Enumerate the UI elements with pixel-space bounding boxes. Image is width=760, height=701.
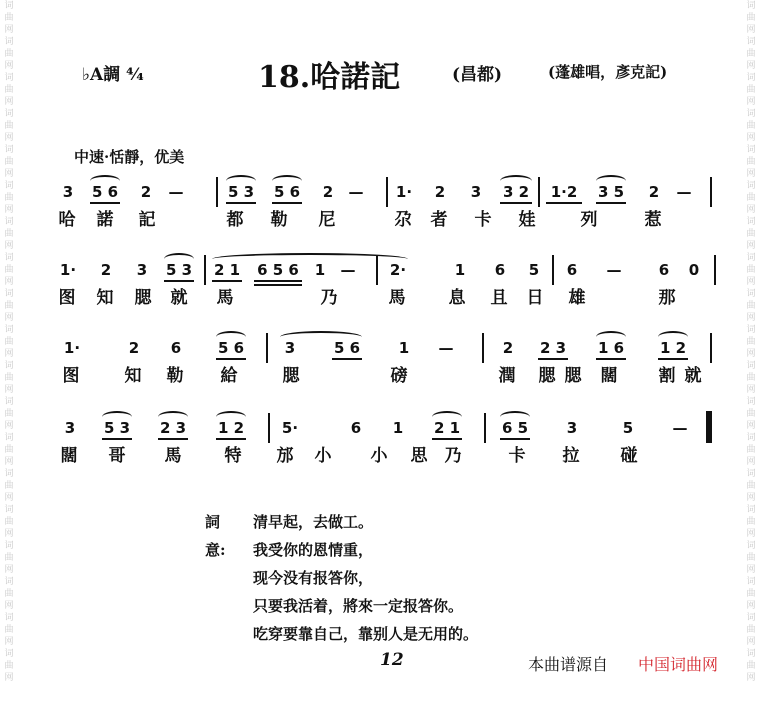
watermark-glyph: 词 [746,613,756,623]
watermark-glyph: 曲 [4,625,14,635]
watermark-glyph: 词 [746,469,756,479]
note: 2 [140,183,152,201]
beam [272,202,302,204]
note: 5 [622,419,634,437]
slur [500,175,532,187]
watermark-glyph: 曲 [4,265,14,275]
watermark-glyph: 曲 [746,373,756,383]
watermark-glyph: 词 [4,505,14,515]
watermark-glyph: 词 [746,325,756,335]
watermark-glyph: 曲 [746,589,756,599]
meaning-line: 吃穿要靠自己，靠别人是无用的。 [253,625,479,643]
watermark-glyph: 网 [746,673,756,683]
note: 2 3 [159,419,187,437]
note: 5 6 [273,183,301,201]
beam [254,280,302,282]
note: 2 [322,183,334,201]
watermark-glyph: 词 [4,469,14,479]
note: 2 [502,339,514,357]
note: 6 [350,419,362,437]
slur [102,411,132,423]
song-credit: (蓬雄唱，彥克記) [548,63,668,81]
note: 1 6 [597,339,625,357]
beam [226,202,256,204]
lyric-syllable: 图 [58,288,76,308]
meaning-line: 只要我活着，將來一定报答你。 [253,597,464,615]
watermark-glyph: 网 [746,421,756,431]
watermark-glyph: 网 [746,97,756,107]
watermark-glyph: 曲 [746,445,756,455]
watermark-glyph: 网 [746,61,756,71]
lyric-syllable: 馬 [388,288,406,308]
watermark-glyph: 网 [746,529,756,539]
lyric-syllable: 特 [224,446,242,466]
note: 2 [434,183,446,201]
lyric-syllable: 腮 [134,288,152,308]
beam [500,202,532,204]
lyrics-row [58,287,718,311]
watermark-glyph: 词 [4,613,14,623]
lyric-syllable: 知 [96,288,114,308]
note: 1· [395,183,413,201]
note: 3 [62,183,74,201]
meaning-line: 我受你的恩情重， [253,541,374,559]
lyric-syllable: 拉 [562,446,580,466]
note: — [340,261,356,279]
note: — [438,339,454,357]
watermark-glyph: 网 [746,493,756,503]
lyric-syllable: 腮 [282,366,300,386]
slur [596,175,626,187]
watermark-glyph: 词 [4,361,14,371]
lyric-syllable: 碰 [620,446,638,466]
notes-row [58,181,718,205]
watermark-glyph: 词 [4,217,14,227]
note: 2 [128,339,140,357]
note: 1 2 [217,419,245,437]
beam [332,358,362,360]
watermark-glyph: 曲 [4,13,14,23]
lyric-syllable: 給 [220,366,238,386]
note: — [606,261,622,279]
note: 6 [658,261,670,279]
note: 6 [566,261,578,279]
watermark-glyph: 网 [4,565,14,575]
watermark-glyph: 网 [746,133,756,143]
watermark-glyph: 曲 [4,121,14,131]
slur [164,253,194,265]
note: 0 [688,261,700,279]
slur [280,331,362,343]
barline [268,413,270,443]
lyrics-row [58,209,718,233]
note: 5 [528,261,540,279]
lyric-syllable: 乃 [320,288,338,308]
lyric-syllable: 勒 [166,366,184,386]
watermark-glyph: 网 [4,421,14,431]
final-barline [706,411,712,443]
notes-row [58,337,718,361]
watermark-glyph: 词 [4,37,14,47]
watermark-glyph: 网 [746,25,756,35]
barline [266,333,268,363]
lyrics-row [58,365,718,389]
note: 2· [389,261,407,279]
watermark-glyph: 网 [746,277,756,287]
key-signature: ♭A調 ⁴⁄₄ [82,65,144,85]
lyric-syllable: 且 [490,288,508,308]
note: 6 [494,261,506,279]
watermark-glyph: 网 [746,313,756,323]
lyric-syllable: 腮 [538,366,556,386]
watermark-glyph: 曲 [746,481,756,491]
beam [216,358,246,360]
score-header [0,58,760,95]
note: 5 6 [333,339,361,357]
note: 2 [648,183,660,201]
watermark-glyph: 词 [746,145,756,155]
lyric-syllable: 哈 [58,210,76,230]
watermark-glyph: 网 [4,601,14,611]
watermark-glyph: 网 [4,529,14,539]
note: 1·2 [550,183,578,201]
lyric-syllable: 就 [684,366,702,386]
note: 5 6 [91,183,119,201]
slur [226,175,256,187]
watermark-glyph: 曲 [746,337,756,347]
note: 5· [281,419,299,437]
slur [158,411,188,423]
watermark-glyph: 曲 [4,373,14,383]
watermark-glyph: 词 [746,253,756,263]
slur [212,253,408,265]
watermark-glyph: 网 [746,205,756,215]
lyric-syllable: 潤 [498,366,516,386]
watermark-glyph: 曲 [4,229,14,239]
watermark-glyph: 词 [746,433,756,443]
lyric-syllable: 闊 [60,446,78,466]
note: 3 5 [597,183,625,201]
watermark-glyph: 曲 [746,229,756,239]
note: — [676,183,692,201]
page-number: 12 [380,650,404,670]
barline [538,177,540,207]
watermark-glyph: 网 [746,241,756,251]
note: 3 [566,419,578,437]
watermark-glyph: 词 [746,649,756,659]
watermark-glyph: 曲 [746,625,756,635]
slur [272,175,302,187]
lyric-syllable: 馬 [164,446,182,466]
watermark-glyph: 词 [746,73,756,83]
note: 2 1 [433,419,461,437]
barline [216,177,218,207]
beam [90,202,120,204]
slur [658,331,688,343]
lyric-syllable: 磅 [390,366,408,386]
note: 3 2 [502,183,530,201]
watermark-glyph: 网 [746,169,756,179]
barline [482,333,484,363]
watermark-glyph: 网 [4,61,14,71]
watermark-glyph: 网 [4,637,14,647]
lyric-syllable: 卡 [508,446,526,466]
beam [500,438,530,440]
watermark-glyph: 曲 [746,85,756,95]
watermark-left [2,0,16,684]
slur [216,411,246,423]
watermark-glyph: 词 [4,577,14,587]
notes-row [58,259,718,283]
beam [158,438,188,440]
barline [386,177,388,207]
lyric-syllable: 娃 [518,210,536,230]
watermark-right [744,0,758,684]
watermark-glyph: 曲 [4,589,14,599]
watermark-glyph: 词 [746,1,756,11]
lyric-syllable: 小 [370,446,388,466]
barline [710,333,712,363]
lyric-syllable: 馬 [216,288,234,308]
watermark-glyph: 词 [4,109,14,119]
watermark-glyph: 曲 [746,13,756,23]
watermark-glyph: 曲 [4,409,14,419]
note: — [168,183,184,201]
beam [212,280,242,282]
watermark-glyph: 曲 [746,553,756,563]
meaning-lines [253,508,583,648]
lyric-syllable: 者 [430,210,448,230]
note: 2 3 [539,339,567,357]
watermark-glyph: 曲 [4,49,14,59]
lyrics-row [58,445,718,469]
watermark-glyph: 词 [4,253,14,263]
beam [164,280,194,282]
note: 1 [398,339,410,357]
watermark-glyph: 曲 [746,265,756,275]
watermark-glyph: 曲 [746,49,756,59]
lyric-syllable: 图 [62,366,80,386]
watermark-glyph: 曲 [4,301,14,311]
lyric-syllable: 邡 [276,446,294,466]
note: 1 [314,261,326,279]
note: 1 [392,419,404,437]
watermark-glyph: 网 [4,673,14,683]
note: 1 2 [659,339,687,357]
watermark-glyph: 网 [4,25,14,35]
note: 3 [136,261,148,279]
meaning-line: 清早起，去做工。 [253,513,374,531]
beam [102,438,132,440]
watermark-glyph: 网 [4,457,14,467]
note: 5 3 [227,183,255,201]
slur [216,331,246,343]
slur [90,175,120,187]
watermark-glyph: 曲 [746,121,756,131]
watermark-glyph: 曲 [746,193,756,203]
watermark-glyph: 网 [746,385,756,395]
watermark-glyph: 词 [4,397,14,407]
watermark-glyph: 网 [4,205,14,215]
watermark-glyph: 曲 [4,85,14,95]
beam [546,202,582,204]
lyric-syllable: 闊 [600,366,618,386]
note: 6 5 6 [257,261,299,279]
site-name-link[interactable]: 中国词曲网 [638,655,719,674]
lyric-syllable: 腮 [564,366,582,386]
lyric-syllable: 割 [658,366,676,386]
watermark-glyph: 网 [4,313,14,323]
note: 6 [170,339,182,357]
slur [500,411,530,423]
barline [714,255,716,285]
source-label: 本曲谱源自 [528,655,609,674]
note: 5 3 [103,419,131,437]
watermark-glyph: 网 [746,637,756,647]
watermark-glyph: 曲 [746,301,756,311]
staff-line-3 [58,337,718,389]
lyric-syllable: 諾 [96,210,114,230]
beam [254,284,302,286]
lyric-syllable: 惹 [644,210,662,230]
staff-line-2 [58,259,718,311]
watermark-glyph: 网 [746,565,756,575]
notes-row [58,417,718,441]
note: 1· [59,261,77,279]
watermark-glyph: 词 [746,505,756,515]
lyric-syllable: 都 [226,210,244,230]
beam [596,202,626,204]
watermark-glyph: 曲 [4,661,14,671]
lyric-syllable: 思 [410,446,428,466]
watermark-glyph: 曲 [4,481,14,491]
note: 2 1 [213,261,241,279]
watermark-glyph: 曲 [4,157,14,167]
watermark-glyph: 词 [4,433,14,443]
watermark-glyph: 网 [4,241,14,251]
note: 5 6 [217,339,245,357]
watermark-glyph: 曲 [746,517,756,527]
watermark-glyph: 词 [746,37,756,47]
song-region: (昌都) [452,65,503,85]
watermark-glyph: 网 [4,169,14,179]
watermark-glyph: 曲 [746,157,756,167]
watermark-glyph: 词 [746,577,756,587]
watermark-glyph: 网 [4,385,14,395]
watermark-glyph: 网 [746,601,756,611]
watermark-glyph: 曲 [4,553,14,563]
beam [432,438,462,440]
meaning-label: 詞意: [205,513,226,559]
lyric-syllable: 尼 [318,210,336,230]
beam [596,358,626,360]
lyric-syllable: 尕 [394,210,412,230]
watermark-glyph: 词 [4,73,14,83]
lyric-syllable: 哥 [108,446,126,466]
lyric-syllable: 卡 [474,210,492,230]
lyric-syllable: 記 [138,210,156,230]
watermark-glyph: 曲 [4,337,14,347]
note: 1 [454,261,466,279]
watermark-glyph: 曲 [4,193,14,203]
watermark-glyph: 词 [746,397,756,407]
watermark-glyph: 曲 [746,661,756,671]
watermark-glyph: 词 [4,289,14,299]
watermark-glyph: 词 [4,1,14,11]
watermark-glyph: 词 [746,217,756,227]
barline [710,177,712,207]
watermark-glyph: 词 [746,109,756,119]
beam [658,358,688,360]
tempo-marking: 中速·恬靜，优美 [74,148,185,166]
slur [432,411,462,423]
barline [484,413,486,443]
watermark-glyph: 网 [746,349,756,359]
note: 2 [100,261,112,279]
barline [552,255,554,285]
note: — [672,419,688,437]
note: 5 3 [165,261,193,279]
lyric-syllable: 息 [448,288,466,308]
meaning-line: 现今没有报答你， [253,569,374,587]
lyric-syllable: 小 [314,446,332,466]
beam [538,358,568,360]
staff-line-4 [58,417,718,469]
staff-line-1 [58,181,718,233]
watermark-glyph: 网 [746,457,756,467]
lyric-syllable: 乃 [444,446,462,466]
note: 1· [63,339,81,357]
watermark-glyph: 词 [4,541,14,551]
watermark-glyph: 曲 [4,517,14,527]
watermark-glyph: 网 [4,97,14,107]
lyric-syllable: 雄 [568,288,586,308]
lyric-syllable: 列 [580,210,598,230]
watermark-glyph: 网 [4,349,14,359]
note: 3 [284,339,296,357]
barline [204,255,206,285]
note: 6 5 [501,419,529,437]
note: — [348,183,364,201]
watermark-glyph: 词 [746,289,756,299]
watermark-glyph: 词 [746,541,756,551]
watermark-glyph: 网 [4,277,14,287]
watermark-glyph: 词 [4,325,14,335]
watermark-glyph: 曲 [746,409,756,419]
watermark-glyph: 词 [4,649,14,659]
watermark-glyph: 词 [746,181,756,191]
watermark-glyph: 词 [746,361,756,371]
watermark-glyph: 曲 [4,445,14,455]
note: 3 [64,419,76,437]
lyric-syllable: 知 [124,366,142,386]
lyric-syllable: 勒 [270,210,288,230]
watermark-glyph: 词 [4,145,14,155]
lyric-syllable: 那 [658,288,676,308]
watermark-glyph: 网 [4,133,14,143]
lyric-syllable: 日 [526,288,544,308]
lyric-syllable: 就 [170,288,188,308]
watermark-glyph: 词 [4,181,14,191]
note: 3 [470,183,482,201]
watermark-glyph: 网 [4,493,14,503]
beam [216,438,246,440]
slur [596,331,626,343]
song-title: 18.哈諾記 [258,60,401,95]
